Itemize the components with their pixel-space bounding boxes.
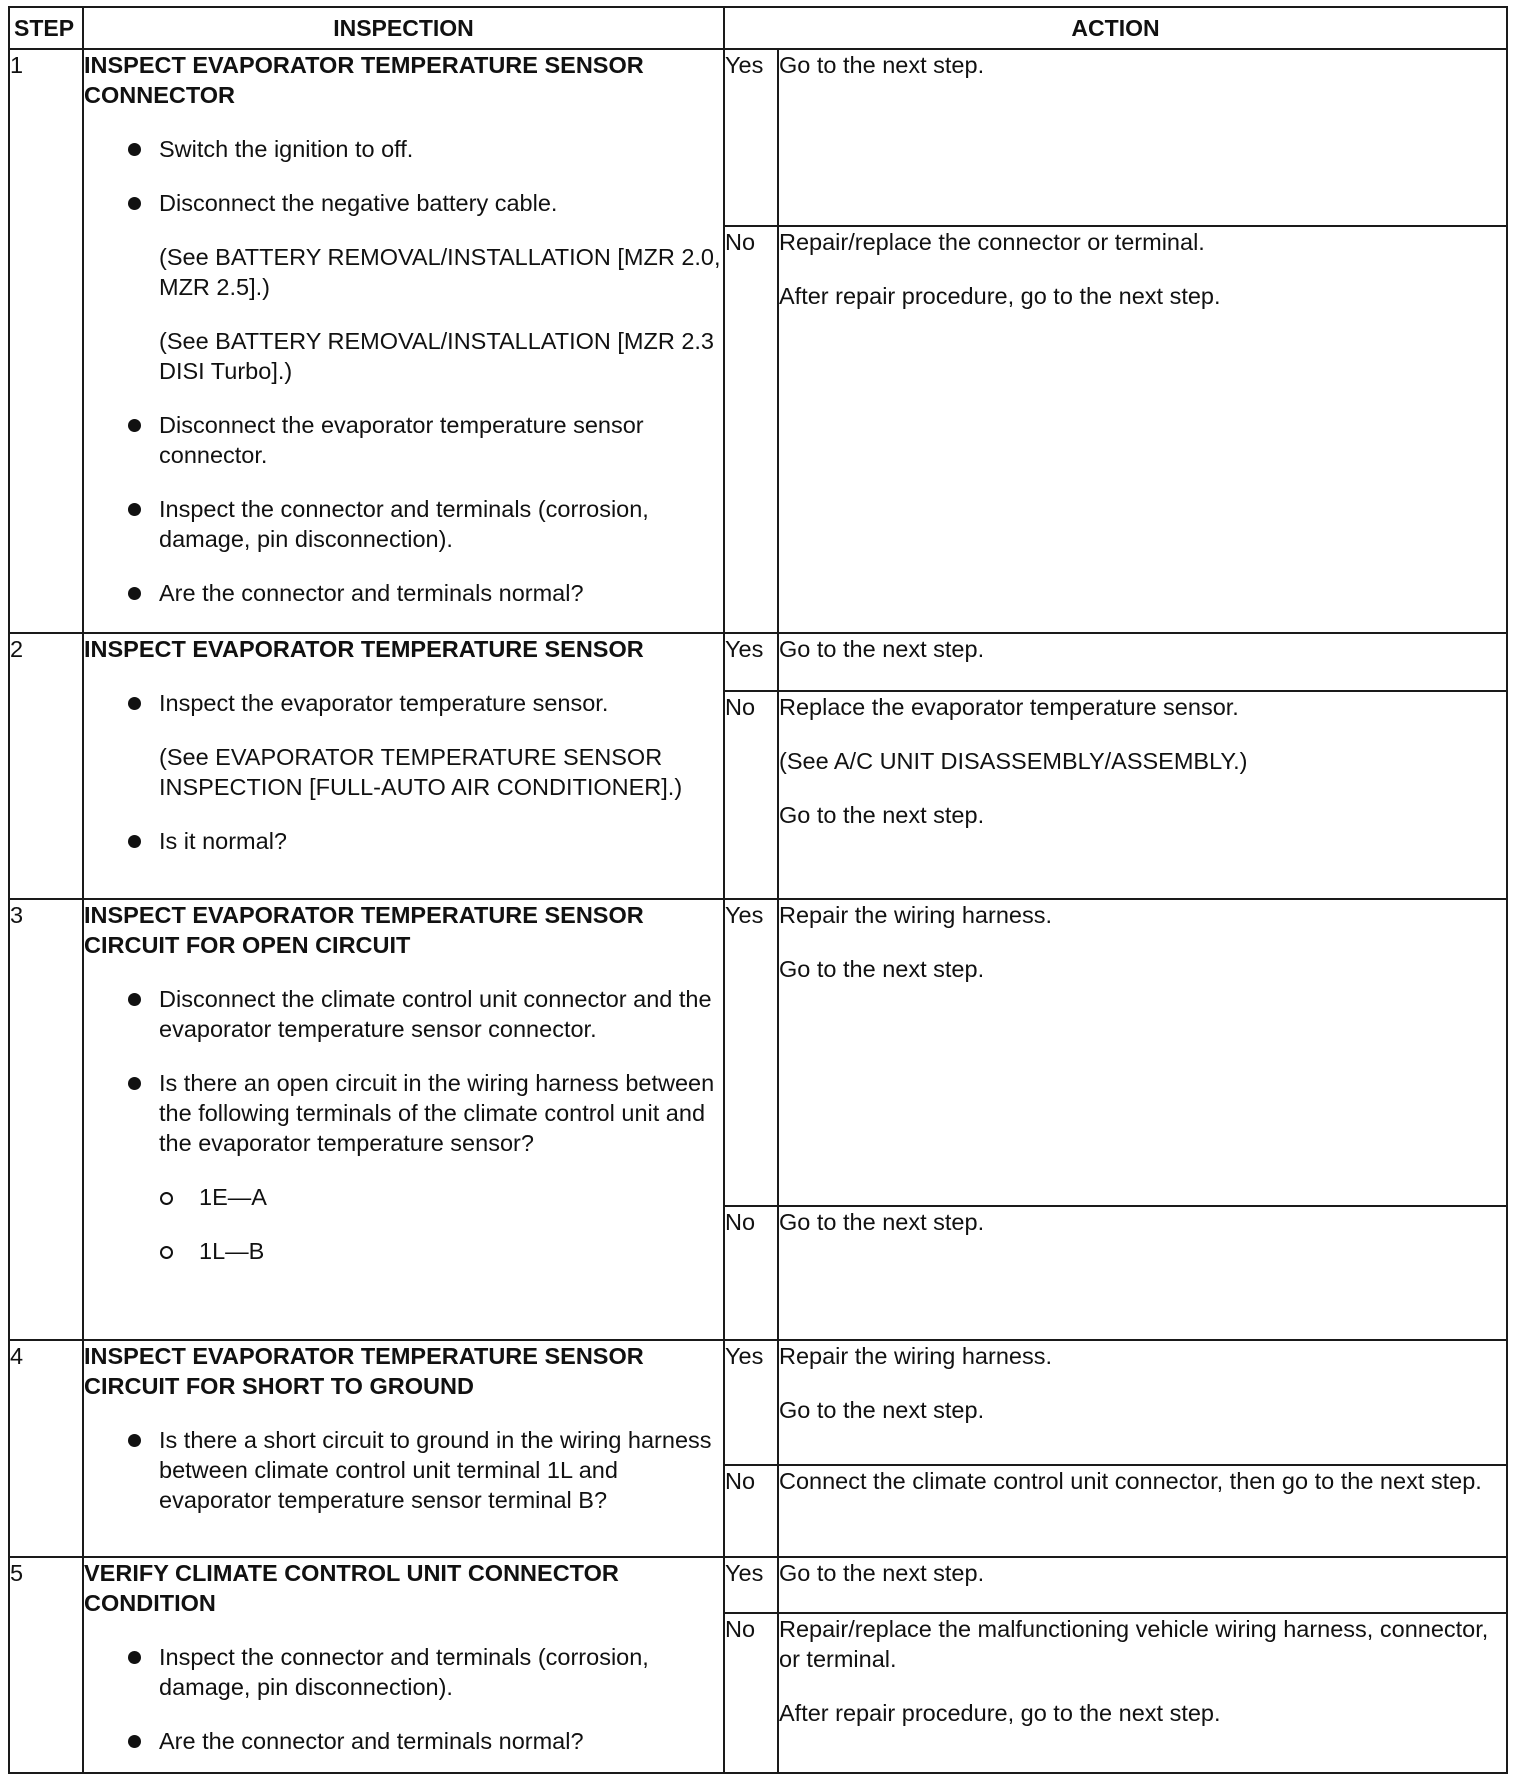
step-title: INSPECT EVAPORATOR TEMPERATURE SENSOR CIRCUIT FOR OPEN CIRCUIT xyxy=(84,902,644,958)
yes-action: Repair the wiring harness. Go to the next step. xyxy=(778,899,1507,1206)
bullet-icon xyxy=(128,697,141,710)
yes-action: Go to the next step. xyxy=(778,49,1507,226)
hollow-bullet-icon xyxy=(160,1246,173,1259)
terminal-item: 1E—A xyxy=(159,1182,723,1212)
list-item: Are the connector and terminals normal? xyxy=(84,578,723,608)
list-item: Disconnect the negative battery cable. (See BATTERY REMOVAL/INSTALLATION [MZR 2.0, MZR 2.5].) (See BATTERY REMOVAL/INSTALLATION [MZR 2.3 DISI Turbo].) xyxy=(84,188,723,386)
step-title: INSPECT EVAPORATOR TEMPERATURE SENSOR xyxy=(84,636,644,662)
list-item: Inspect the evaporator temperature sensor. (See EVAPORATOR TEMPERATURE SENSOR INSPECTION [FULL-AUTO AIR CONDITIONER].) xyxy=(84,688,723,802)
yes-action: Go to the next step. xyxy=(778,1557,1507,1613)
list-item: Is there a short circuit to ground in the wiring harness between climate control unit terminal 1L and evaporator temperature sensor terminal B? xyxy=(84,1425,723,1515)
yes-label: Yes xyxy=(724,899,778,1206)
list-item: Inspect the connector and terminals (corrosion, damage, pin disconnection). xyxy=(84,494,723,554)
inspection-cell xyxy=(83,633,724,899)
reference-note: (See BATTERY REMOVAL/INSTALLATION [MZR 2.3 DISI Turbo].) xyxy=(159,328,715,384)
inspection-cell xyxy=(83,899,724,1340)
list-item: Is there an open circuit in the wiring harness between the following terminals of the climate control unit and the evaporator temperature sensor? 1E—A 1L—B xyxy=(84,1068,723,1266)
list-item: Are the connector and terminals normal? xyxy=(84,1726,723,1756)
step-title: INSPECT EVAPORATOR TEMPERATURE SENSOR CONNECTOR xyxy=(84,52,644,108)
no-label: No xyxy=(724,1206,778,1340)
action-column-header: ACTION xyxy=(724,7,1507,49)
no-label: No xyxy=(724,1465,778,1557)
no-action: Go to the next step. xyxy=(778,1206,1507,1340)
diagnostic-procedure-table xyxy=(8,6,1508,1774)
bullet-icon xyxy=(128,835,141,848)
step-number: 5 xyxy=(9,1557,83,1773)
no-label: No xyxy=(724,226,778,633)
bullet-icon xyxy=(128,587,141,600)
inspection-cell xyxy=(83,1557,724,1773)
reference-note: (See BATTERY REMOVAL/INSTALLATION [MZR 2.0, MZR 2.5].) xyxy=(159,244,721,300)
inspection-column-header: INSPECTION xyxy=(83,7,724,49)
no-label: No xyxy=(724,1613,778,1773)
no-label: No xyxy=(724,691,778,899)
list-item: Switch the ignition to off. xyxy=(84,134,723,164)
bullet-icon xyxy=(128,1434,141,1447)
bullet-icon xyxy=(128,197,141,210)
table-row xyxy=(9,49,1507,226)
list-item: Is it normal? xyxy=(84,826,723,856)
bullet-icon xyxy=(128,143,141,156)
list-item: Disconnect the climate control unit connector and the evaporator temperature sensor connector. xyxy=(84,984,723,1044)
table-row xyxy=(9,899,1507,1206)
step-number: 1 xyxy=(9,49,83,633)
bullet-icon xyxy=(128,503,141,516)
step-number: 4 xyxy=(9,1340,83,1557)
step-column-header: STEP xyxy=(9,7,83,49)
yes-action: Go to the next step. xyxy=(778,633,1507,691)
list-item: Inspect the connector and terminals (corrosion, damage, pin disconnection). xyxy=(84,1642,723,1702)
bullet-icon xyxy=(128,1651,141,1664)
yes-label: Yes xyxy=(724,1557,778,1613)
terminal-item: 1L—B xyxy=(159,1236,723,1266)
list-item: Disconnect the evaporator temperature sensor connector. xyxy=(84,410,723,470)
step-title: VERIFY CLIMATE CONTROL UNIT CONNECTOR CONDITION xyxy=(84,1560,619,1616)
bullet-icon xyxy=(128,993,141,1006)
table-row xyxy=(9,1340,1507,1465)
yes-label: Yes xyxy=(724,1340,778,1465)
step-number: 2 xyxy=(9,633,83,899)
table-header-row xyxy=(9,7,1507,49)
no-action: Repair/replace the malfunctioning vehicle wiring harness, connector, or terminal. After repair procedure, go to the next step. xyxy=(778,1613,1507,1773)
step-title: INSPECT EVAPORATOR TEMPERATURE SENSOR CIRCUIT FOR SHORT TO GROUND xyxy=(84,1343,644,1399)
bullet-icon xyxy=(128,1077,141,1090)
yes-label: Yes xyxy=(724,49,778,226)
bullet-icon xyxy=(128,419,141,432)
no-action: Replace the evaporator temperature sensor. (See A/C UNIT DISASSEMBLY/ASSEMBLY.) Go to the next step. xyxy=(778,691,1507,899)
no-action: Connect the climate control unit connector, then go to the next step. xyxy=(778,1465,1507,1557)
hollow-bullet-icon xyxy=(160,1192,173,1205)
yes-action: Repair the wiring harness. Go to the next step. xyxy=(778,1340,1507,1465)
no-action: Repair/replace the connector or terminal. After repair procedure, go to the next step. xyxy=(778,226,1507,633)
inspection-cell xyxy=(83,1340,724,1557)
table-row xyxy=(9,1557,1507,1613)
bullet-icon xyxy=(128,1735,141,1748)
yes-label: Yes xyxy=(724,633,778,691)
reference-note: (See EVAPORATOR TEMPERATURE SENSOR INSPECTION [FULL-AUTO AIR CONDITIONER].) xyxy=(159,744,683,800)
inspection-cell xyxy=(83,49,724,633)
step-number: 3 xyxy=(9,899,83,1340)
table-row xyxy=(9,633,1507,691)
